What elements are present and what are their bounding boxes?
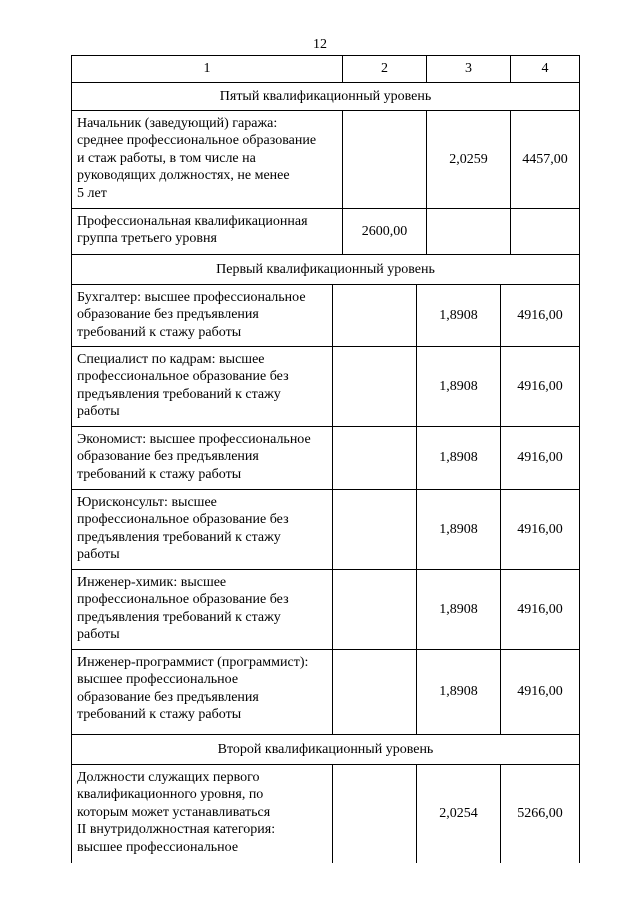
- salary-cell: 5266,00: [501, 765, 580, 863]
- position-description: Должности служащих первого квалификационного уровня, по которым может устанавливаться II внутридолжностная категория: высшее профессиональное: [71, 765, 333, 863]
- salary-cell: 4916,00: [501, 427, 580, 490]
- salary-cell: 4916,00: [501, 347, 580, 427]
- position-description: Юрисконсульт: высшее профессиональное образование без предъявления требований к стажу работы: [71, 490, 333, 570]
- header-col-2: 2: [343, 55, 427, 83]
- coefficient-cell: 1,8908: [417, 650, 501, 735]
- base-salary-cell: [333, 570, 417, 650]
- base-salary-cell: [333, 765, 417, 863]
- base-salary-cell: 2600,00: [343, 209, 427, 255]
- position-description: Специалист по кадрам: высшее профессиональное образование без предъявления требований к стажу работы: [71, 347, 333, 427]
- table-row: [71, 347, 580, 427]
- coefficient-cell: 2,0259: [427, 111, 511, 209]
- header-col-4: 4: [511, 55, 580, 83]
- table-header-row: [71, 55, 580, 83]
- salary-cell: 4916,00: [501, 570, 580, 650]
- position-description: Экономист: высшее профессиональное образование без предъявления требований к стажу работы: [71, 427, 333, 490]
- base-salary-cell: [333, 490, 417, 570]
- coefficient-cell: 1,8908: [417, 427, 501, 490]
- coefficient-cell: 1,8908: [417, 570, 501, 650]
- section-title: Пятый квалификационный уровень: [71, 83, 580, 111]
- base-salary-cell: [333, 285, 417, 347]
- salary-cell: 4916,00: [501, 490, 580, 570]
- table-row: [71, 209, 580, 255]
- table-row: [71, 570, 580, 650]
- coefficient-cell: 1,8908: [417, 490, 501, 570]
- position-description: Бухгалтер: высшее профессиональное образование без предъявления требований к стажу работы: [71, 285, 333, 347]
- section-title: Первый квалификационный уровень: [71, 255, 580, 285]
- table-row: [71, 111, 580, 209]
- section-row: [71, 255, 580, 285]
- header-col-3: 3: [427, 55, 511, 83]
- salary-table: [71, 55, 580, 863]
- table-row: [71, 650, 580, 735]
- page-number: 12: [313, 37, 327, 52]
- section-row: [71, 83, 580, 111]
- coefficient-cell: 1,8908: [417, 285, 501, 347]
- section-title: Второй квалификационный уровень: [71, 735, 580, 765]
- salary-cell: 4457,00: [511, 111, 580, 209]
- position-description: Инженер-химик: высшее профессиональное образование без предъявления требований к стажу работы: [71, 570, 333, 650]
- table-row: [71, 765, 580, 863]
- coefficient-cell: 2,0254: [417, 765, 501, 863]
- base-salary-cell: [333, 427, 417, 490]
- section-row: [71, 735, 580, 765]
- salary-cell: 4916,00: [501, 650, 580, 735]
- salary-cell: [511, 209, 580, 255]
- table-row: [71, 427, 580, 490]
- coefficient-cell: [427, 209, 511, 255]
- salary-cell: 4916,00: [501, 285, 580, 347]
- header-col-1: 1: [71, 55, 343, 83]
- table-row: [71, 490, 580, 570]
- base-salary-cell: [343, 111, 427, 209]
- position-description: Начальник (заведующий) гаража: среднее профессиональное образование и стаж работы, в том числе на руководящих должностях, не менее 5 лет: [71, 111, 343, 209]
- position-description: Профессиональная квалификационная группа третьего уровня: [71, 209, 343, 255]
- base-salary-cell: [333, 347, 417, 427]
- base-salary-cell: [333, 650, 417, 735]
- table-row: [71, 285, 580, 347]
- position-description: Инженер-программист (программист): высшее профессиональное образование без предъявления требований к стажу работы: [71, 650, 333, 735]
- coefficient-cell: 1,8908: [417, 347, 501, 427]
